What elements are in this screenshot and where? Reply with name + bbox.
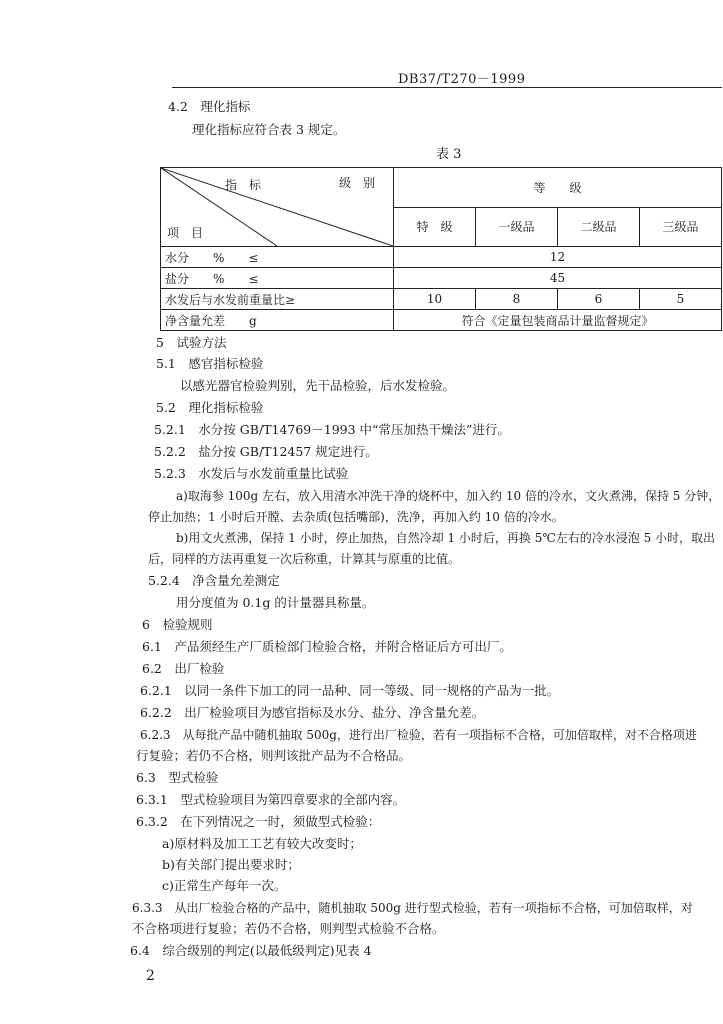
line-6-2-heading: 6.2 出厂检验 <box>142 661 225 676</box>
row-label: 盐分 % ≤ <box>161 268 394 289</box>
row-value-first: 8 <box>475 289 557 310</box>
line-6-2-3-cont: 行复验；若仍不合格，则判该批产品为不合格品。 <box>136 748 412 763</box>
line-5-2-3-heading: 5.2.3 水发后与水发前重量比试验 <box>154 466 349 481</box>
table-3 <box>160 167 722 331</box>
corner-label-indicator: 指 标 <box>225 178 262 192</box>
line-5-2-4-text: 用分度值为 0.1g 的计量器具称量。 <box>176 595 375 610</box>
line-6-2-3: 6.2.3 从每批产品中随机抽取 500g，进行出厂检验，若有一项指标不合格，可加倍取样，对不合格项进 <box>140 728 697 742</box>
table-3-caption: 表 3 <box>436 147 462 162</box>
grade-third: 三级品 <box>639 207 721 247</box>
line-6-3-2: 6.3.2 在下列情况之一时，须做型式检验： <box>136 814 381 829</box>
line-5-1-text: 以感光器官检验判别，先干品检验，后水发检验。 <box>180 378 456 393</box>
row-value-third: 5 <box>639 289 721 310</box>
row-label: 水发后与水发前重量比≥ <box>161 289 394 310</box>
page-number: 2 <box>146 968 155 984</box>
line-5-2-1: 5.2.1 水分按 GB/T14769－1993 中“常压加热干燥法”进行。 <box>154 422 510 437</box>
line-5-2-3-a-cont: 停止加热；1 小时后开膛、去杂质(包括嘴部)，洗净，再加入约 10 倍的冷水。 <box>148 510 564 524</box>
row-label: 净含量允差 g <box>161 310 394 331</box>
corner-label-grade: 级 别 <box>339 176 376 190</box>
line-6-3-3: 6.3.3 从出厂检验合格的产品中，随机抽取 500g 进行型式检验，若有一项指标不合格，可加倍取样，对 <box>132 901 693 915</box>
line-5-heading: 5 试验方法 <box>156 335 227 350</box>
row-label: 水分 % ≤ <box>161 247 394 268</box>
row-value: 12 <box>394 247 722 268</box>
line-6-heading: 6 检验规则 <box>142 617 213 632</box>
line-5-2-2: 5.2.2 盐分按 GB/T12457 规定进行。 <box>154 444 378 459</box>
table-row <box>161 268 722 289</box>
table-row <box>161 289 722 310</box>
row-value: 符合《定量包装商品计量监督规定》 <box>394 310 722 331</box>
line-5-2-3-a: a)取海参 100g 左右，放入用清水冲洗干净的烧杯中，加入约 10 倍的冷水，文火煮沸，保持 5 分钟， <box>176 489 721 503</box>
grade-header: 等 级 <box>394 168 722 208</box>
line-6-2-1: 6.2.1 以同一条件下加工的同一品种、同一等级、同一规格的产品为一批。 <box>140 683 560 698</box>
grade-first: 一级品 <box>475 207 557 247</box>
section-4-2-text: 理化指标应符合表 3 规定。 <box>192 122 346 137</box>
table-row <box>161 247 722 268</box>
section-4-2-title: 4.2 理化指标 <box>168 99 251 114</box>
line-6-3-heading: 6.3 型式检验 <box>136 770 219 785</box>
line-6-1: 6.1 产品须经生产厂质检部门检验合格，并附合格证后方可出厂。 <box>142 639 512 654</box>
grade-special: 特 级 <box>394 207 476 247</box>
line-6-3-2-c: c)正常生产每年一次。 <box>162 878 287 893</box>
line-5-2-heading: 5.2 理化指标检验 <box>156 400 264 415</box>
line-5-2-3-b-cont: 后，同样的方法再重复一次后称重，计算其与原重的比值。 <box>148 552 461 566</box>
row-value: 45 <box>394 268 722 289</box>
line-5-2-3-b: b)用文火煮沸，保持 1 小时，停止加热，自然冷却 1 小时后，再换 5℃左右的冷水浸泡 5 小时，取出 <box>176 531 716 545</box>
line-6-3-1: 6.3.1 型式检验项目为第四章要求的全部内容。 <box>136 792 406 807</box>
line-5-2-4-heading: 5.2.4 净含量允差测定 <box>148 573 280 588</box>
corner-label-item: 项 目 <box>167 226 204 240</box>
line-6-2-2: 6.2.2 出厂检验项目为感官指标及水分、盐分、净含量允差。 <box>140 705 485 720</box>
line-5-1-heading: 5.1 感官指标检验 <box>156 356 264 371</box>
line-6-3-2-b: b)有关部门提出要求时； <box>162 857 300 872</box>
grade-second: 二级品 <box>557 207 639 247</box>
line-6-4: 6.4 综合级别的判定(以最低级判定)见表 4 <box>130 943 372 958</box>
line-6-3-3-cont: 不合格项进行复验；若仍不合格，则判型式检验不合格。 <box>132 921 445 936</box>
table-row <box>161 310 722 331</box>
table-corner-cell <box>161 168 394 247</box>
standard-code: DB37/T270－1999 <box>398 72 526 87</box>
row-value-special: 10 <box>394 289 476 310</box>
row-value-second: 6 <box>557 289 639 310</box>
line-6-3-2-a: a)原材料及加工工艺有较大改变时； <box>162 836 362 851</box>
